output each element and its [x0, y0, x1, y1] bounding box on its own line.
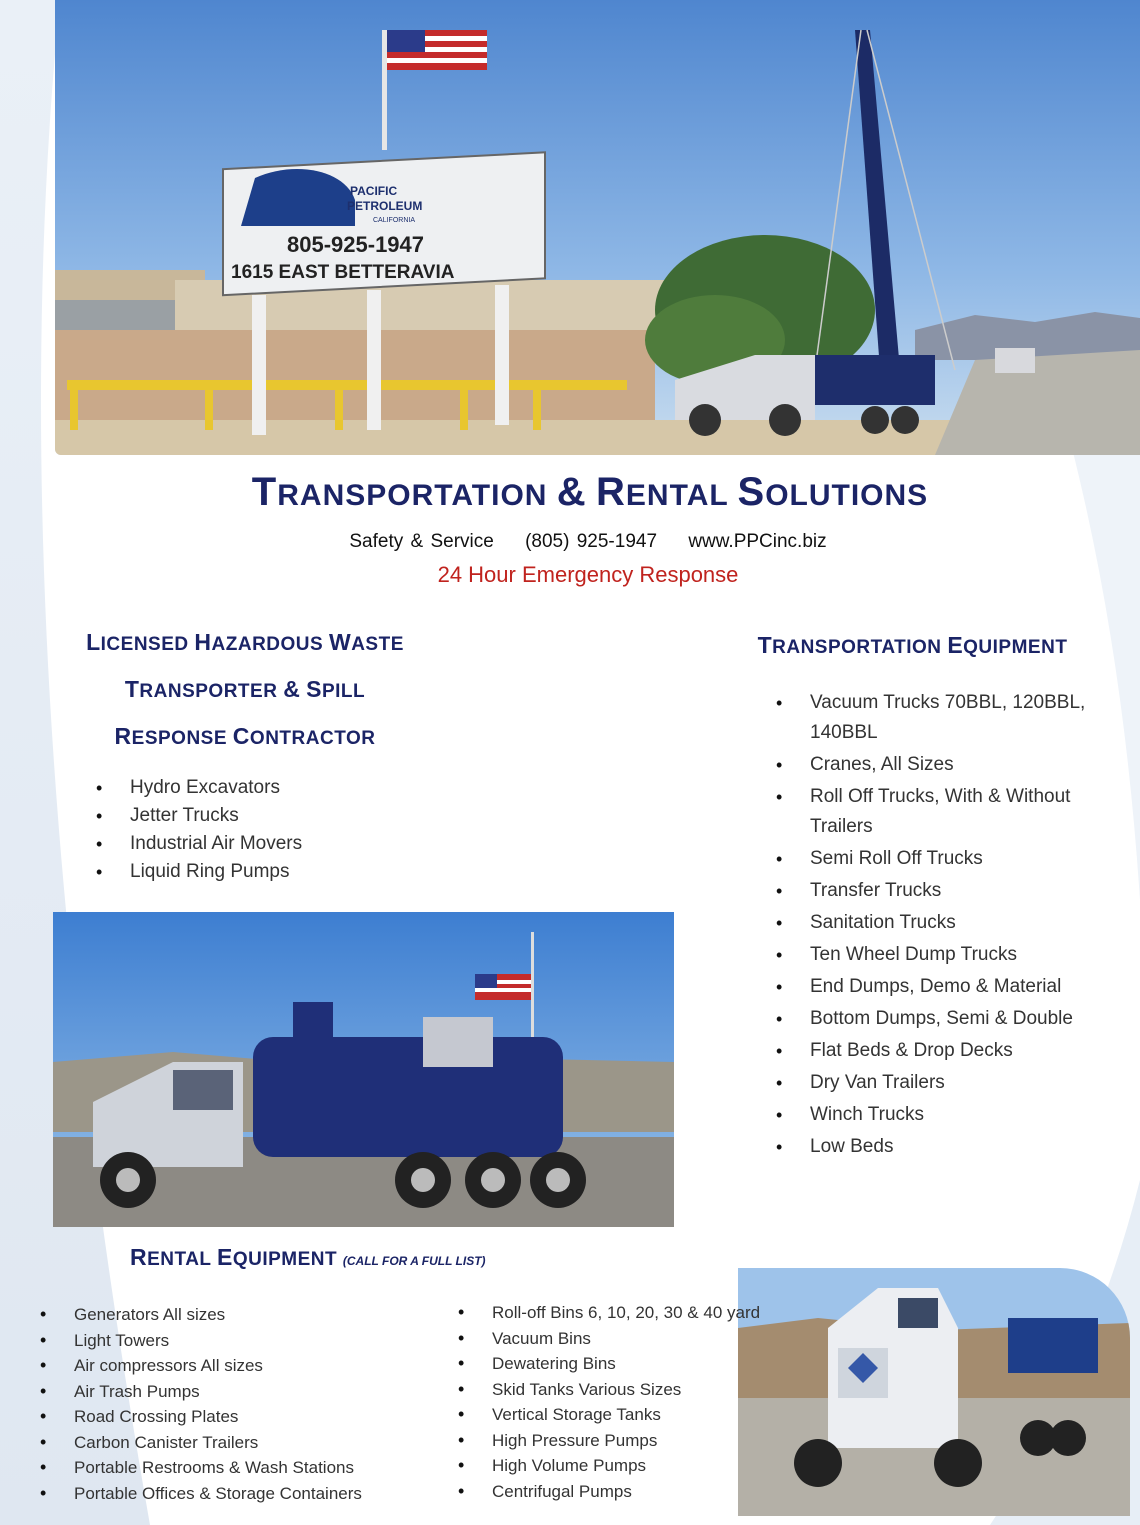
- list-item: • Ten Wheel Dump Trucks: [766, 940, 1106, 970]
- list-item: • High Volume Pumps: [448, 1453, 760, 1479]
- heading-word: QUIPMENT: [963, 637, 1068, 658]
- vacuum-truck-photo: [53, 912, 674, 1227]
- title-initial: R: [596, 470, 626, 514]
- heading-initial: C: [232, 723, 250, 749]
- list-item: • Roll Off Trucks, With & Without Trailers: [766, 782, 1106, 842]
- list-item: • Air compressors All sizes: [30, 1353, 362, 1379]
- heading-initial: T: [757, 632, 773, 658]
- heading-initial: S: [306, 676, 322, 702]
- heading-word: AZARDOUS: [211, 634, 324, 655]
- list-item: • Dewatering Bins: [448, 1351, 760, 1377]
- list-item: • Hydro Excavators: [86, 774, 302, 802]
- list-item: • Portable Offices & Storage Containers: [30, 1481, 362, 1507]
- list-item: • Semi Roll Off Trucks: [766, 844, 1106, 874]
- hazardous-list: [86, 774, 302, 886]
- heading-word: ESPONSE: [131, 728, 228, 749]
- sign-line3: CALIFORNIA: [373, 217, 416, 224]
- transportation-heading: [730, 632, 1095, 659]
- list-item: • Light Towers: [30, 1328, 362, 1354]
- list-item: • High Pressure Pumps: [448, 1428, 760, 1454]
- page-title: [0, 470, 1140, 515]
- tagline: Safety & Service: [349, 531, 494, 552]
- list-item: • Transfer Trucks: [766, 876, 1106, 906]
- list-item: • Low Beds: [766, 1132, 1106, 1162]
- list-item: • Flat Beds & Drop Decks: [766, 1036, 1106, 1066]
- list-item: • Jetter Trucks: [86, 802, 302, 830]
- list-item: • Sanitation Trucks: [766, 908, 1106, 938]
- rental-list-col2: [448, 1300, 760, 1504]
- semi-truck-photo: [738, 1268, 1130, 1516]
- list-item: • Cranes, All Sizes: [766, 750, 1106, 780]
- heading-word: RANSPORTATION: [772, 637, 942, 658]
- list-item: • Generators All sizes: [30, 1302, 362, 1328]
- list-item: • Bottom Dumps, Semi & Double: [766, 1004, 1106, 1034]
- list-item: • Vertical Storage Tanks: [448, 1402, 760, 1428]
- title-initial: T: [251, 470, 278, 514]
- heading-word: ONTRACTOR: [249, 728, 376, 749]
- rental-list-col1: [30, 1302, 362, 1506]
- heading-word: ICENSED: [100, 634, 189, 655]
- contact-line: [0, 531, 1140, 553]
- sign-address: 1615 EAST BETTERAVIA: [231, 262, 455, 283]
- list-item: • Dry Van Trailers: [766, 1068, 1106, 1098]
- transportation-list: [766, 688, 1106, 1164]
- heading-initial: L: [86, 629, 101, 655]
- list-item: • Road Crossing Plates: [30, 1404, 362, 1430]
- list-item: • Vacuum Trucks 70BBL, 120BBL, 140BBL: [766, 688, 1106, 748]
- title-initial: S: [737, 470, 766, 514]
- heading-initial: R: [114, 723, 132, 749]
- hazardous-heading: [60, 620, 430, 761]
- rental-note: (CALL FOR A FULL LIST): [342, 1254, 486, 1268]
- heading-initial: E: [216, 1244, 233, 1270]
- heading-initial: H: [194, 629, 212, 655]
- hero-photo: [55, 0, 1140, 455]
- sign-line2: PETROLEUM: [347, 199, 423, 213]
- list-item: • Vacuum Bins: [448, 1326, 760, 1352]
- list-item: • Portable Restrooms & Wash Stations: [30, 1455, 362, 1481]
- title-word: OLUTIONS: [765, 479, 929, 512]
- rental-heading: [130, 1244, 486, 1271]
- list-item: • Roll-off Bins 6, 10, 20, 30 & 40 yard: [448, 1300, 760, 1326]
- sign-phone: 805-925-1947: [287, 232, 425, 257]
- website-link[interactable]: www.PPCinc.biz: [688, 531, 827, 552]
- list-item: • Industrial Air Movers: [86, 830, 302, 858]
- list-item: • Centrifugal Pumps: [448, 1479, 760, 1505]
- heading-initial: T: [124, 676, 140, 702]
- heading-word: ASTE: [351, 634, 404, 655]
- heading-initial: E: [947, 632, 964, 658]
- us-flag-icon: [475, 974, 531, 1000]
- us-flag-icon: [387, 30, 487, 70]
- heading-word: ENTAL: [147, 1249, 212, 1270]
- title-word: RANSPORTATION: [277, 479, 548, 512]
- list-item: • Liquid Ring Pumps: [86, 858, 302, 886]
- emergency-response: 24 Hour Emergency Response: [437, 562, 739, 587]
- phone-number: (805) 925-1947: [525, 531, 658, 552]
- heading-initial: W: [328, 629, 352, 655]
- heading-word: RANSPORTER: [139, 681, 278, 702]
- title-word: ENTAL: [625, 479, 729, 512]
- sign-line1: PACIFIC: [350, 184, 398, 198]
- title-amp: &: [556, 470, 587, 514]
- heading-amp: &: [283, 676, 301, 702]
- list-item: • Carbon Canister Trailers: [30, 1430, 362, 1456]
- list-item: • Skid Tanks Various Sizes: [448, 1377, 760, 1403]
- list-item: • Air Trash Pumps: [30, 1379, 362, 1405]
- heading-word: QUIPMENT: [232, 1249, 338, 1270]
- list-item: • End Dumps, Demo & Material: [766, 972, 1106, 1002]
- heading-initial: R: [130, 1244, 148, 1270]
- heading-word: PILL: [321, 681, 366, 702]
- list-item: • Winch Trucks: [766, 1100, 1106, 1130]
